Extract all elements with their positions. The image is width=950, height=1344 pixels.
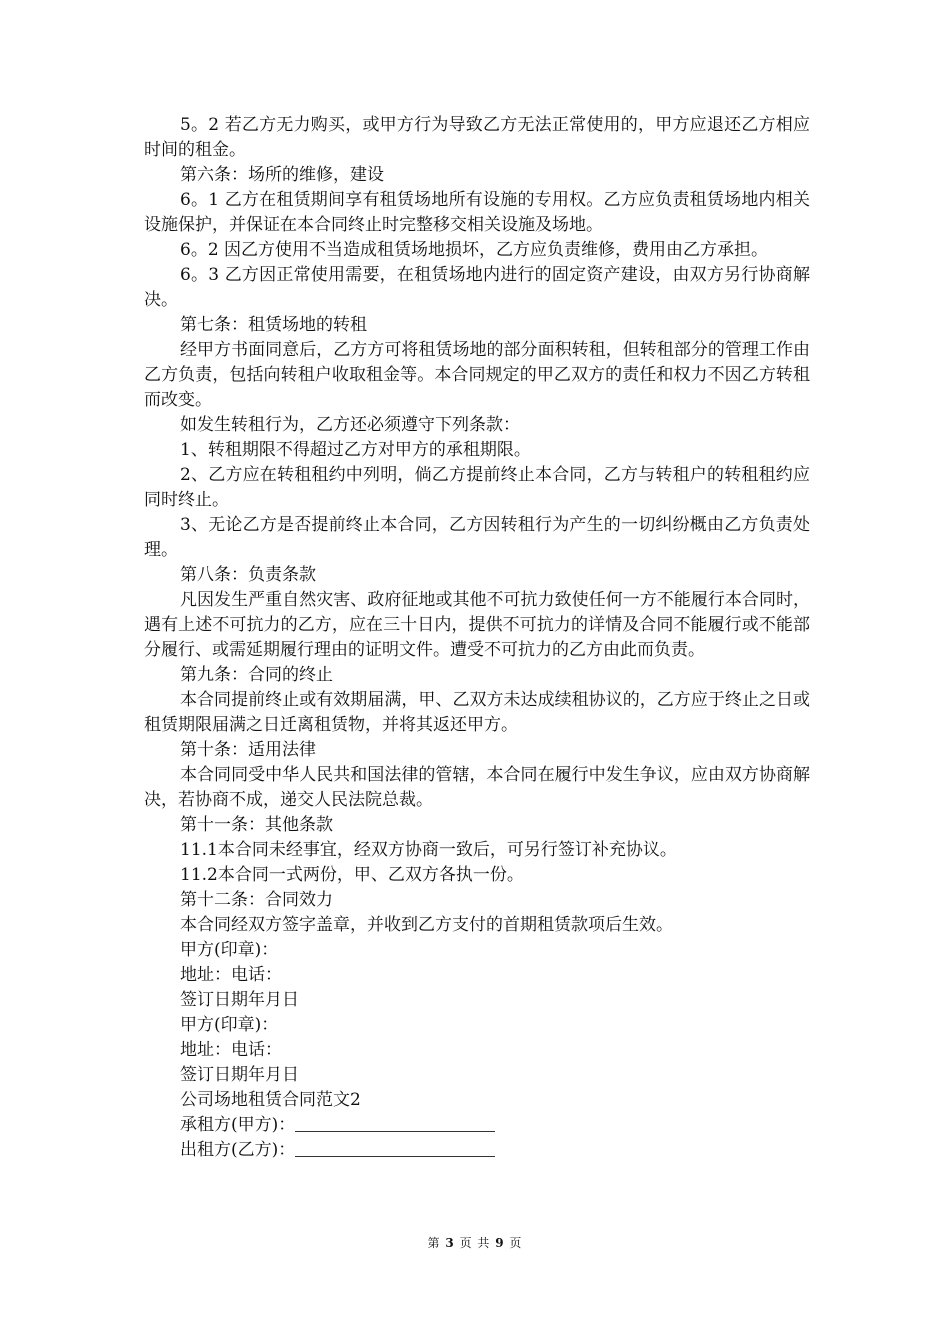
signature-date-label: 签订日期年月日 — [180, 1065, 299, 1085]
section-heading: 第十二条：合同效力 — [180, 890, 333, 910]
paragraph: 本合同经双方签字盖章，并收到乙方支付的首期租赁款项后生效。 — [180, 915, 673, 935]
paragraph: 本合同同受中华人民共和国法律的管辖，本合同在履行中发生争议，应由双方协商解决，若协商不成，递交人民法院总裁。 — [144, 765, 810, 810]
lessee-label: 承租方(甲方)： — [180, 1115, 296, 1135]
document-subtitle: 公司场地租赁合同范文2 — [180, 1090, 361, 1110]
paragraph: 凡因发生严重自然灾害、政府征地或其他不可抗力致使任何一方不能履行本合同时，遇有上述不可抗力的乙方，应在三十日内，提供不可抗力的详情及合同不能履行或不能部分履行、或需延期履行理由的证明文件。遭受不可抗力的乙方由此而负责。 — [144, 590, 810, 660]
paragraph: 如发生转租行为，乙方还必须遵守下列条款： — [180, 415, 520, 435]
lessor-blank-line — [295, 1138, 495, 1157]
paragraph: 1、转租期限不得超过乙方对甲方的承租期限。 — [180, 440, 531, 460]
section-heading: 第十条：适用法律 — [180, 740, 316, 760]
signature-address-label: 地址：电话： — [180, 1040, 282, 1060]
paragraph: 11.1本合同未经事宜，经双方协商一致后，可另行签订补充协议。 — [180, 840, 677, 860]
paragraph: 2、乙方应在转租租约中列明，倘乙方提前终止本合同，乙方与转租户的转租租约应同时终止。 — [144, 465, 810, 510]
signature-party-label: 甲方(印章)： — [180, 1015, 279, 1035]
section-heading: 第七条：租赁场地的转租 — [180, 315, 367, 335]
page-footer — [0, 1234, 950, 1251]
signature-address-label: 地址：电话： — [180, 965, 282, 985]
paragraph: 3、无论乙方是否提前终止本合同，乙方因转租行为产生的一切纠纷概由乙方负责处理。 — [144, 515, 810, 560]
paragraph: 6。1 乙方在租赁期间享有租赁场地所有设施的专用权。乙方应负责租赁场地内相关设施保护，并保证在本合同终止时完整移交相关设施及场地。 — [144, 190, 810, 235]
lessee-blank-line — [295, 1113, 495, 1132]
paragraph: 6。2 因乙方使用不当造成租赁场地损坏，乙方应负责维修，费用由乙方承担。 — [180, 240, 769, 260]
signature-party-label: 甲方(印章)： — [180, 940, 279, 960]
section-heading: 第九条：合同的终止 — [180, 665, 333, 685]
signature-date-label: 签订日期年月日 — [180, 990, 299, 1010]
paragraph: 本合同提前终止或有效期届满，甲、乙双方未达成续租协议的，乙方应于终止之日或租赁期限届满之日迁离租赁物，并将其返还甲方。 — [144, 690, 810, 735]
lessee-field-row — [144, 1113, 810, 1138]
current-page-number: 3 — [445, 1236, 455, 1250]
paragraph: 经甲方书面同意后，乙方方可将租赁场地的部分面积转租，但转租部分的管理工作由乙方负责，包括向转租户收取租金等。本合同规定的甲乙双方的责任和权力不因乙方转租而改变。 — [144, 340, 810, 410]
document-body — [144, 113, 810, 1163]
footer-suffix: 页 — [509, 1236, 523, 1250]
footer-middle: 页 共 — [459, 1236, 491, 1250]
section-heading: 第十一条：其他条款 — [180, 815, 333, 835]
paragraph: 6。3 乙方因正常使用需要，在租赁场地内进行的固定资产建设，由双方另行协商解决。 — [144, 265, 810, 310]
lessor-label: 出租方(乙方)： — [180, 1140, 296, 1160]
footer-prefix: 第 — [427, 1236, 441, 1250]
paragraph: 11.2本合同一式两份，甲、乙双方各执一份。 — [180, 865, 524, 885]
section-heading: 第八条：负责条款 — [180, 565, 316, 585]
lessor-field-row — [144, 1138, 810, 1163]
total-page-number: 9 — [495, 1236, 505, 1250]
paragraph: 5。2 若乙方无力购买，或甲方行为导致乙方无法正常使用的，甲方应退还乙方相应时间的租金。 — [144, 115, 810, 160]
section-heading: 第六条：场所的维修，建设 — [180, 165, 384, 185]
